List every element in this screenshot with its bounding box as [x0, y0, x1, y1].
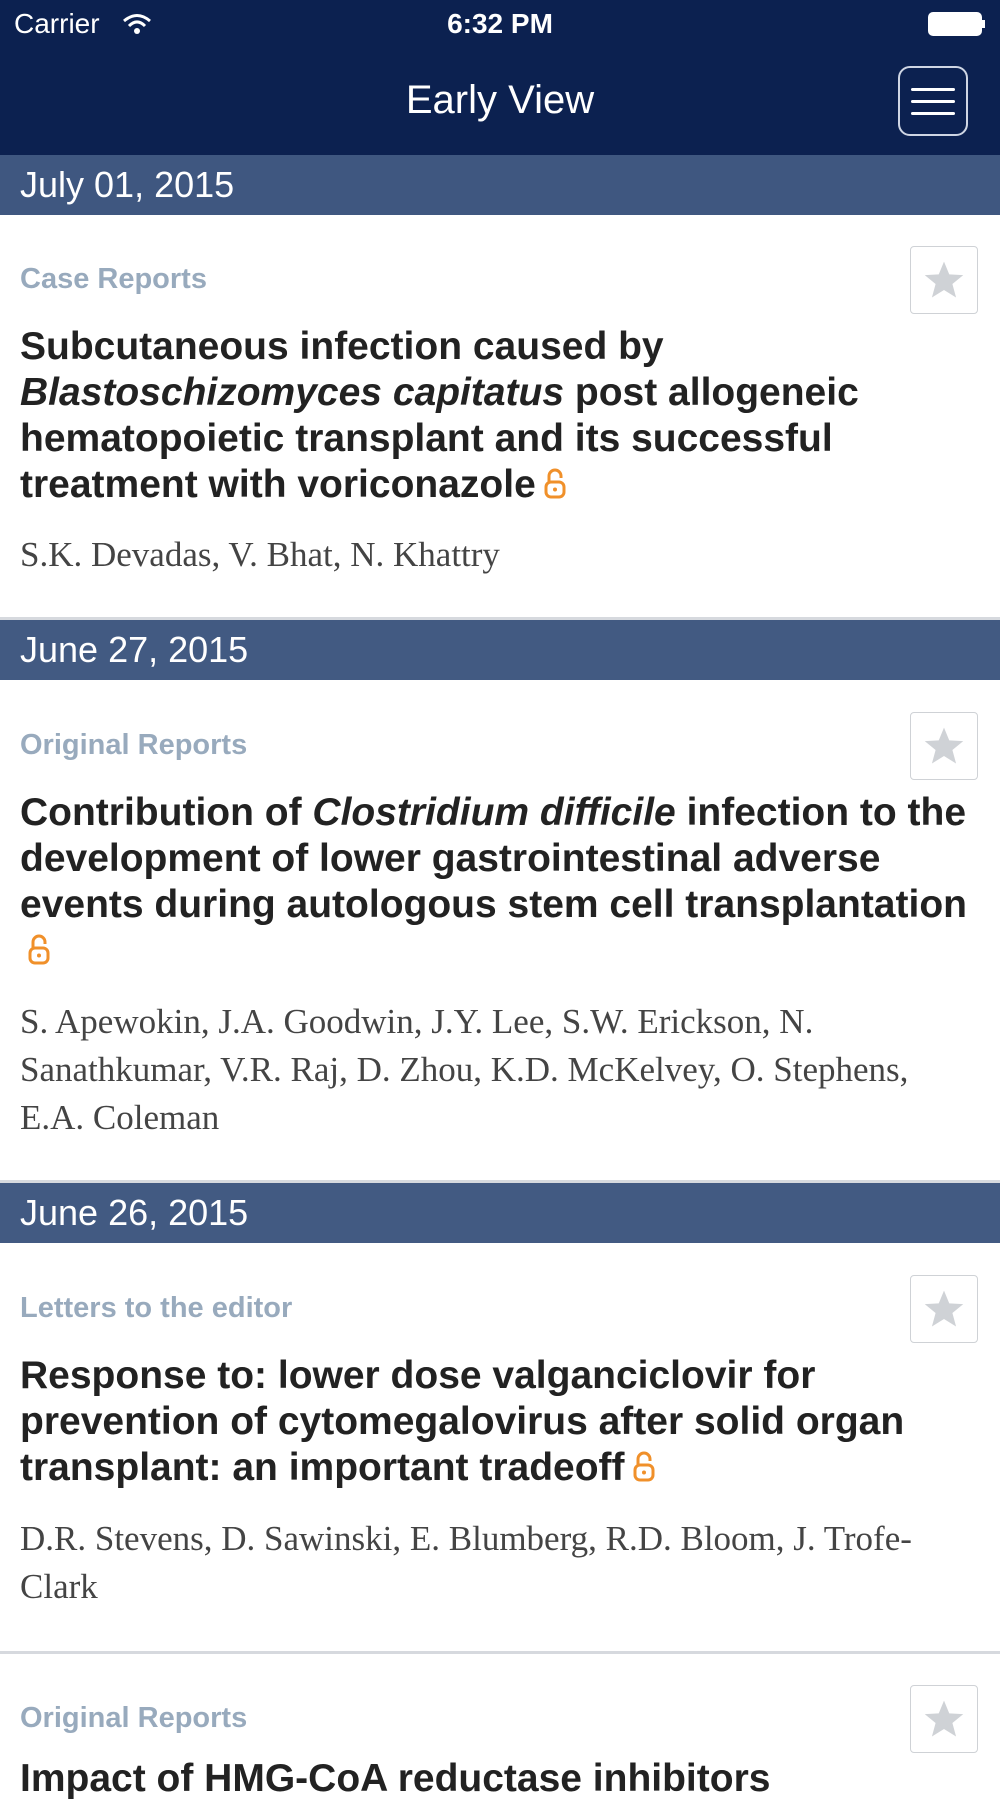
menu-button[interactable] [898, 66, 968, 136]
bookmark-button[interactable] [910, 246, 978, 314]
article-category: Original Reports [20, 729, 248, 761]
article-authors: D.R. Stevens, D. Sawinski, E. Blumberg, R.D. Bloom, J. Trofe-Clark [20, 1519, 912, 1606]
open-lock-icon [28, 933, 50, 965]
date-header: July 01, 2015 [0, 155, 1000, 215]
article-title-link[interactable]: Contribution of Clostridium difficile infection to the development of lower gastrointestinal adverse events during autologous stem cell transplantation [20, 790, 970, 974]
article-title-link[interactable]: Impact of HMG-CoA reductase inhibitors [20, 1757, 771, 1800]
date-header: June 26, 2015 [0, 1183, 1000, 1243]
article-category: Letters to the editor [20, 1292, 293, 1324]
clock: 6:32 PM [447, 8, 553, 39]
article-authors: S.K. Devadas, V. Bhat, N. Khattry [20, 535, 500, 574]
article-title-link[interactable]: Response to: lower dose valganciclovir for prevention of cytomegalovirus after solid organ transplant: an important tradeoff [20, 1354, 905, 1489]
star-icon [923, 1288, 965, 1330]
bookmark-button[interactable] [910, 1275, 978, 1343]
status-bar [0, 0, 1000, 50]
date-header: June 27, 2015 [0, 620, 1000, 680]
article-category: Case Reports [20, 263, 207, 295]
article-category: Original Reports [20, 1702, 248, 1734]
star-icon [923, 259, 965, 301]
bookmark-button[interactable] [910, 1685, 978, 1753]
page-title: Early View [405, 78, 595, 122]
open-lock-icon [544, 467, 566, 499]
divider [0, 1651, 1000, 1654]
article-title-link[interactable]: Subcutaneous infection caused by Blastoschizomyces capitatus post allogeneic hematopoietic transplant and its successful treatment with voriconazole [20, 325, 859, 506]
carrier-label: Carrier [14, 8, 100, 39]
star-icon [923, 1698, 965, 1740]
open-lock-icon [633, 1450, 655, 1482]
battery-icon [928, 12, 986, 36]
nav-bar [0, 50, 1000, 155]
article-authors: S. Apewokin, J.A. Goodwin, J.Y. Lee, S.W. Erickson, N. Sanathkumar, V.R. Raj, D. Zhou, K.D. McKelvey, O. Stephens, E.A. Coleman [20, 1002, 909, 1137]
bookmark-button[interactable] [910, 712, 978, 780]
star-icon [923, 725, 965, 767]
